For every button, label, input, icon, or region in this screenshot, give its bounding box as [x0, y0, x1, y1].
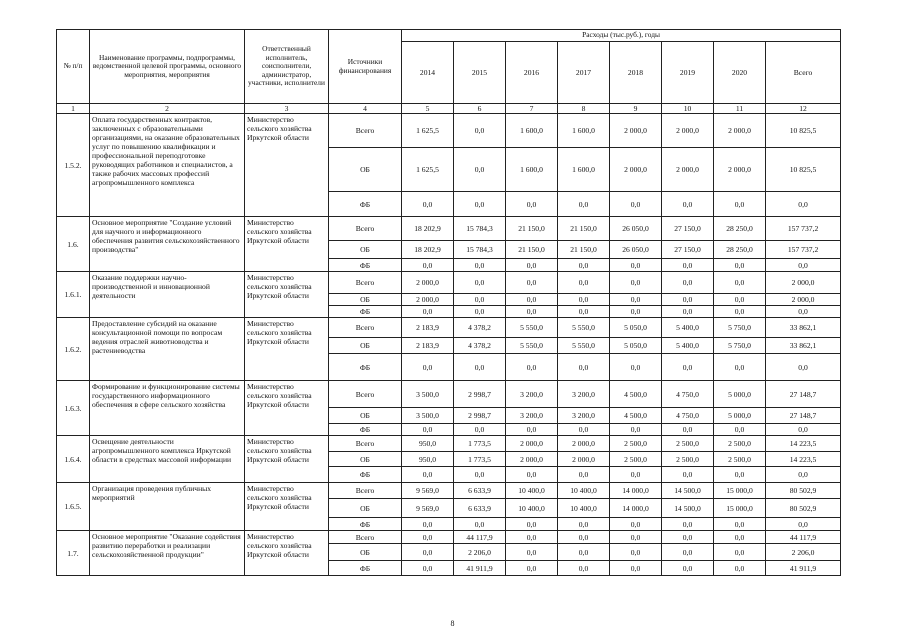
index-cell: 8 [558, 104, 610, 114]
row-responsible: Министерство сельского хозяйства Иркутской области [245, 436, 329, 483]
funding-source: Всего [329, 531, 402, 544]
year-value: 0,0 [610, 518, 662, 531]
funding-source: ОБ [329, 499, 402, 518]
year-value: 0,0 [610, 294, 662, 306]
year-value: 2 500,0 [714, 436, 766, 452]
year-value: 0,0 [558, 294, 610, 306]
year-value: 15 784,3 [454, 241, 506, 259]
header-year: 2016 [506, 42, 558, 104]
year-value: 0,0 [662, 561, 714, 576]
year-value: 0,0 [402, 544, 454, 561]
row-number: 1.6.4. [57, 436, 90, 483]
header-total: Всего [766, 42, 841, 104]
index-row [57, 104, 841, 114]
year-value: 0,0 [714, 192, 766, 217]
year-value: 2 998,7 [454, 381, 506, 408]
year-value: 0,0 [454, 467, 506, 483]
year-value: 3 500,0 [402, 408, 454, 424]
year-value: 0,0 [558, 354, 610, 381]
total-value: 33 862,1 [766, 338, 841, 354]
year-value: 1 600,0 [506, 114, 558, 148]
row-responsible: Министерство сельского хозяйства Иркутской области [245, 114, 329, 217]
year-value: 0,0 [402, 259, 454, 272]
year-value: 0,0 [454, 192, 506, 217]
year-value: 2 000,0 [662, 114, 714, 148]
year-value: 5 550,0 [506, 318, 558, 338]
year-value: 10 400,0 [506, 483, 558, 499]
total-value: 27 148,7 [766, 408, 841, 424]
year-value: 27 150,0 [662, 241, 714, 259]
table-body [57, 30, 841, 576]
year-value: 0,0 [610, 544, 662, 561]
year-value: 21 150,0 [558, 241, 610, 259]
funding-source: Всего [329, 272, 402, 294]
year-value: 0,0 [402, 531, 454, 544]
year-value: 0,0 [454, 114, 506, 148]
year-value: 1 625,5 [402, 148, 454, 192]
year-value: 0,0 [662, 294, 714, 306]
year-value: 0,0 [506, 424, 558, 436]
funding-source: Всего [329, 217, 402, 241]
year-value: 0,0 [506, 306, 558, 318]
year-value: 5 000,0 [714, 408, 766, 424]
year-value: 1 600,0 [506, 148, 558, 192]
year-value: 0,0 [610, 424, 662, 436]
year-value: 0,0 [506, 561, 558, 576]
total-value: 44 117,9 [766, 531, 841, 544]
budget-table [56, 29, 841, 576]
index-cell: 2 [90, 104, 245, 114]
year-value: 14 500,0 [662, 483, 714, 499]
funding-source: ФБ [329, 424, 402, 436]
header-year: 2019 [662, 42, 714, 104]
year-value: 0,0 [662, 259, 714, 272]
page-number: 8 [450, 619, 455, 628]
index-cell: 1 [57, 104, 90, 114]
year-value: 5 750,0 [714, 318, 766, 338]
year-value: 0,0 [402, 354, 454, 381]
funding-source: ФБ [329, 518, 402, 531]
year-value: 0,0 [662, 531, 714, 544]
year-value: 0,0 [714, 259, 766, 272]
year-value: 27 150,0 [662, 217, 714, 241]
year-value: 0,0 [454, 148, 506, 192]
year-value: 0,0 [714, 424, 766, 436]
year-value: 0,0 [610, 531, 662, 544]
year-value: 0,0 [662, 518, 714, 531]
year-value: 21 150,0 [558, 217, 610, 241]
total-value: 0,0 [766, 518, 841, 531]
total-value: 33 862,1 [766, 318, 841, 338]
year-value: 15 000,0 [714, 483, 766, 499]
total-value: 0,0 [766, 354, 841, 381]
row-responsible: Министерство сельского хозяйства Иркутской области [245, 381, 329, 436]
row-name: Оказание поддержки научно-производственной и инновационной деятельности [90, 272, 245, 318]
row-name: Освещение деятельности агропромышленного комплекса Иркутской области в средствах массовой информации [90, 436, 245, 483]
year-value: 0,0 [506, 354, 558, 381]
funding-source: Всего [329, 114, 402, 148]
year-value: 10 400,0 [506, 499, 558, 518]
year-value: 0,0 [610, 354, 662, 381]
total-value: 14 223,5 [766, 452, 841, 467]
row-name: Оплата государственных контрактов, заключенных с образовательными организациями, на оказание образовательных услуг по повышению квалификации и профессиональной переподготовке руководящих работников и специалистов, а также рабочих массовых профессий агропромышленного комплекса [90, 114, 245, 217]
year-value: 2 000,0 [610, 114, 662, 148]
year-value: 10 400,0 [558, 499, 610, 518]
year-value: 4 500,0 [610, 381, 662, 408]
document-sheet [56, 29, 840, 576]
year-value: 0,0 [454, 306, 506, 318]
total-value: 27 148,7 [766, 381, 841, 408]
row-number: 1.6. [57, 217, 90, 272]
year-value: 4 500,0 [610, 408, 662, 424]
row-name: Основное мероприятие "Создание условий для научного и информационного обеспечения развития сельскохозяйственного производства" [90, 217, 245, 272]
header-source: Источники финансирования [329, 30, 402, 104]
funding-source: ФБ [329, 561, 402, 576]
total-value: 157 737,2 [766, 217, 841, 241]
year-value: 0,0 [610, 467, 662, 483]
year-value: 0,0 [506, 518, 558, 531]
row-responsible: Министерство сельского хозяйства Иркутской области [245, 318, 329, 381]
table-row [57, 483, 841, 499]
year-value: 950,0 [402, 452, 454, 467]
year-value: 21 150,0 [506, 217, 558, 241]
funding-source: ОБ [329, 408, 402, 424]
total-value: 0,0 [766, 306, 841, 318]
year-value: 0,0 [506, 272, 558, 294]
index-cell: 11 [714, 104, 766, 114]
year-value: 0,0 [506, 531, 558, 544]
year-value: 14 000,0 [610, 499, 662, 518]
total-value: 157 737,2 [766, 241, 841, 259]
year-value: 0,0 [662, 467, 714, 483]
index-cell: 4 [329, 104, 402, 114]
year-value: 0,0 [610, 272, 662, 294]
year-value: 0,0 [610, 192, 662, 217]
year-value: 2 998,7 [454, 408, 506, 424]
index-cell: 9 [610, 104, 662, 114]
funding-source: ОБ [329, 338, 402, 354]
year-value: 2 000,0 [402, 272, 454, 294]
year-value: 2 000,0 [662, 148, 714, 192]
year-value: 44 117,9 [454, 531, 506, 544]
row-responsible: Министерство сельского хозяйства Иркутской области [245, 531, 329, 576]
total-value: 0,0 [766, 259, 841, 272]
year-value: 6 633,9 [454, 499, 506, 518]
year-value: 0,0 [454, 424, 506, 436]
year-value: 950,0 [402, 436, 454, 452]
year-value: 26 050,0 [610, 217, 662, 241]
total-value: 0,0 [766, 467, 841, 483]
year-value: 2 000,0 [506, 452, 558, 467]
year-value: 3 200,0 [506, 381, 558, 408]
year-value: 0,0 [558, 272, 610, 294]
total-value: 41 911,9 [766, 561, 841, 576]
year-value: 15 784,3 [454, 217, 506, 241]
year-value: 0,0 [506, 259, 558, 272]
year-value: 14 500,0 [662, 499, 714, 518]
total-value: 10 825,5 [766, 148, 841, 192]
total-value: 14 223,5 [766, 436, 841, 452]
year-value: 0,0 [714, 354, 766, 381]
year-value: 0,0 [714, 467, 766, 483]
index-cell: 7 [506, 104, 558, 114]
row-responsible: Министерство сельского хозяйства Иркутской области [245, 272, 329, 318]
funding-source: ФБ [329, 192, 402, 217]
year-value: 0,0 [558, 306, 610, 318]
total-value: 0,0 [766, 424, 841, 436]
total-value: 2 206,0 [766, 544, 841, 561]
index-cell: 12 [766, 104, 841, 114]
row-name: Предоставление субсидий на оказание консультационной помощи по вопросам ведения отраслей животноводства и растениеводства [90, 318, 245, 381]
header-year: 2018 [610, 42, 662, 104]
year-value: 9 569,0 [402, 499, 454, 518]
row-responsible: Министерство сельского хозяйства Иркутской области [245, 217, 329, 272]
year-value: 3 500,0 [402, 381, 454, 408]
year-value: 0,0 [454, 518, 506, 531]
header-expenses: Расходы (тыс.руб.), годы [402, 30, 841, 42]
header-year: 2017 [558, 42, 610, 104]
year-value: 0,0 [714, 531, 766, 544]
table-row [57, 272, 841, 294]
year-value: 0,0 [506, 544, 558, 561]
year-value: 2 206,0 [454, 544, 506, 561]
year-value: 0,0 [558, 467, 610, 483]
table-row [57, 318, 841, 338]
year-value: 14 000,0 [610, 483, 662, 499]
year-value: 0,0 [662, 354, 714, 381]
year-value: 2 183,9 [402, 318, 454, 338]
year-value: 2 000,0 [610, 148, 662, 192]
year-value: 0,0 [402, 306, 454, 318]
year-value: 3 200,0 [506, 408, 558, 424]
year-value: 0,0 [610, 306, 662, 318]
year-value: 0,0 [662, 192, 714, 217]
year-value: 41 911,9 [454, 561, 506, 576]
total-value: 0,0 [766, 192, 841, 217]
index-cell: 3 [245, 104, 329, 114]
year-value: 0,0 [558, 531, 610, 544]
year-value: 0,0 [402, 518, 454, 531]
year-value: 26 050,0 [610, 241, 662, 259]
funding-source: Всего [329, 436, 402, 452]
row-name: Формирование и функционирование системы государственного информационного обеспечения в сфере сельского хозяйства [90, 381, 245, 436]
year-value: 6 633,9 [454, 483, 506, 499]
year-value: 3 200,0 [558, 408, 610, 424]
year-value: 5 400,0 [662, 338, 714, 354]
year-value: 1 625,5 [402, 114, 454, 148]
year-value: 10 400,0 [558, 483, 610, 499]
year-value: 15 000,0 [714, 499, 766, 518]
year-value: 0,0 [506, 294, 558, 306]
year-value: 4 378,2 [454, 338, 506, 354]
year-value: 0,0 [558, 544, 610, 561]
row-number: 1.6.3. [57, 381, 90, 436]
total-value: 2 000,0 [766, 272, 841, 294]
year-value: 3 200,0 [558, 381, 610, 408]
year-value: 2 500,0 [610, 436, 662, 452]
funding-source: ОБ [329, 241, 402, 259]
year-value: 2 500,0 [662, 452, 714, 467]
year-value: 0,0 [558, 424, 610, 436]
year-value: 9 569,0 [402, 483, 454, 499]
year-value: 4 378,2 [454, 318, 506, 338]
year-value: 5 050,0 [610, 338, 662, 354]
year-value: 0,0 [714, 306, 766, 318]
header-year: 2015 [454, 42, 506, 104]
funding-source: ФБ [329, 306, 402, 318]
year-value: 2 000,0 [714, 148, 766, 192]
row-responsible: Министерство сельского хозяйства Иркутской области [245, 483, 329, 531]
year-value: 0,0 [454, 294, 506, 306]
year-value: 0,0 [662, 272, 714, 294]
year-value: 5 750,0 [714, 338, 766, 354]
year-value: 0,0 [558, 518, 610, 531]
year-value: 2 500,0 [714, 452, 766, 467]
funding-source: ОБ [329, 544, 402, 561]
year-value: 2 000,0 [506, 436, 558, 452]
funding-source: ОБ [329, 148, 402, 192]
year-value: 5 550,0 [506, 338, 558, 354]
year-value: 5 050,0 [610, 318, 662, 338]
year-value: 5 550,0 [558, 318, 610, 338]
header-num: № п/п [57, 30, 90, 104]
year-value: 2 000,0 [714, 114, 766, 148]
year-value: 0,0 [714, 272, 766, 294]
funding-source: ФБ [329, 259, 402, 272]
total-value: 2 000,0 [766, 294, 841, 306]
year-value: 0,0 [402, 467, 454, 483]
year-value: 0,0 [506, 192, 558, 217]
funding-source: Всего [329, 381, 402, 408]
total-value: 80 502,9 [766, 499, 841, 518]
year-value: 18 202,9 [402, 217, 454, 241]
year-value: 28 250,0 [714, 241, 766, 259]
year-value: 0,0 [714, 294, 766, 306]
year-value: 5 550,0 [558, 338, 610, 354]
index-cell: 6 [454, 104, 506, 114]
year-value: 0,0 [402, 561, 454, 576]
table-row [57, 114, 841, 148]
header-year: 2020 [714, 42, 766, 104]
year-value: 0,0 [402, 424, 454, 436]
year-value: 4 750,0 [662, 381, 714, 408]
year-value: 0,0 [610, 561, 662, 576]
table-row [57, 381, 841, 408]
year-value: 0,0 [714, 544, 766, 561]
year-value: 2 183,9 [402, 338, 454, 354]
row-number: 1.5.2. [57, 114, 90, 217]
year-value: 1 773,5 [454, 452, 506, 467]
row-name: Основное мероприятие "Оказание содействия развитию переработки и реализации сельскохозяйственной продукции" [90, 531, 245, 576]
year-value: 0,0 [610, 259, 662, 272]
year-value: 0,0 [714, 561, 766, 576]
year-value: 2 000,0 [558, 452, 610, 467]
row-number: 1.6.1. [57, 272, 90, 318]
year-value: 0,0 [506, 467, 558, 483]
year-value: 0,0 [662, 306, 714, 318]
total-value: 10 825,5 [766, 114, 841, 148]
table-row [57, 531, 841, 544]
table-row [57, 436, 841, 452]
table-row [57, 217, 841, 241]
year-value: 0,0 [662, 544, 714, 561]
year-value: 1 600,0 [558, 148, 610, 192]
index-cell: 5 [402, 104, 454, 114]
year-value: 1 600,0 [558, 114, 610, 148]
year-value: 2 500,0 [610, 452, 662, 467]
year-value: 28 250,0 [714, 217, 766, 241]
year-value: 2 000,0 [402, 294, 454, 306]
year-value: 21 150,0 [506, 241, 558, 259]
year-value: 5 000,0 [714, 381, 766, 408]
year-value: 0,0 [454, 354, 506, 381]
year-value: 0,0 [402, 192, 454, 217]
index-cell: 10 [662, 104, 714, 114]
year-value: 0,0 [558, 259, 610, 272]
year-value: 4 750,0 [662, 408, 714, 424]
year-value: 0,0 [714, 518, 766, 531]
year-value: 1 773,5 [454, 436, 506, 452]
header-name: Наименование программы, подпрограммы, ведомственной целевой программы, основного мероприятия, мероприятия [90, 30, 245, 104]
funding-source: ФБ [329, 467, 402, 483]
header-year: 2014 [402, 42, 454, 104]
funding-source: Всего [329, 483, 402, 499]
year-value: 5 400,0 [662, 318, 714, 338]
row-number: 1.7. [57, 531, 90, 576]
row-number: 1.6.2. [57, 318, 90, 381]
funding-source: ФБ [329, 354, 402, 381]
year-value: 0,0 [662, 424, 714, 436]
row-name: Организация проведения публичных мероприятий [90, 483, 245, 531]
year-value: 0,0 [558, 561, 610, 576]
funding-source: ОБ [329, 452, 402, 467]
year-value: 0,0 [558, 192, 610, 217]
row-number: 1.6.5. [57, 483, 90, 531]
header-responsible: Ответственный исполнитель, соисполнители, администратор, участники, исполнители [245, 30, 329, 104]
funding-source: Всего [329, 318, 402, 338]
year-value: 2 500,0 [662, 436, 714, 452]
funding-source: ОБ [329, 294, 402, 306]
year-value: 2 000,0 [558, 436, 610, 452]
year-value: 0,0 [454, 259, 506, 272]
year-value: 18 202,9 [402, 241, 454, 259]
header-row-top [57, 30, 841, 42]
total-value: 80 502,9 [766, 483, 841, 499]
year-value: 0,0 [454, 272, 506, 294]
